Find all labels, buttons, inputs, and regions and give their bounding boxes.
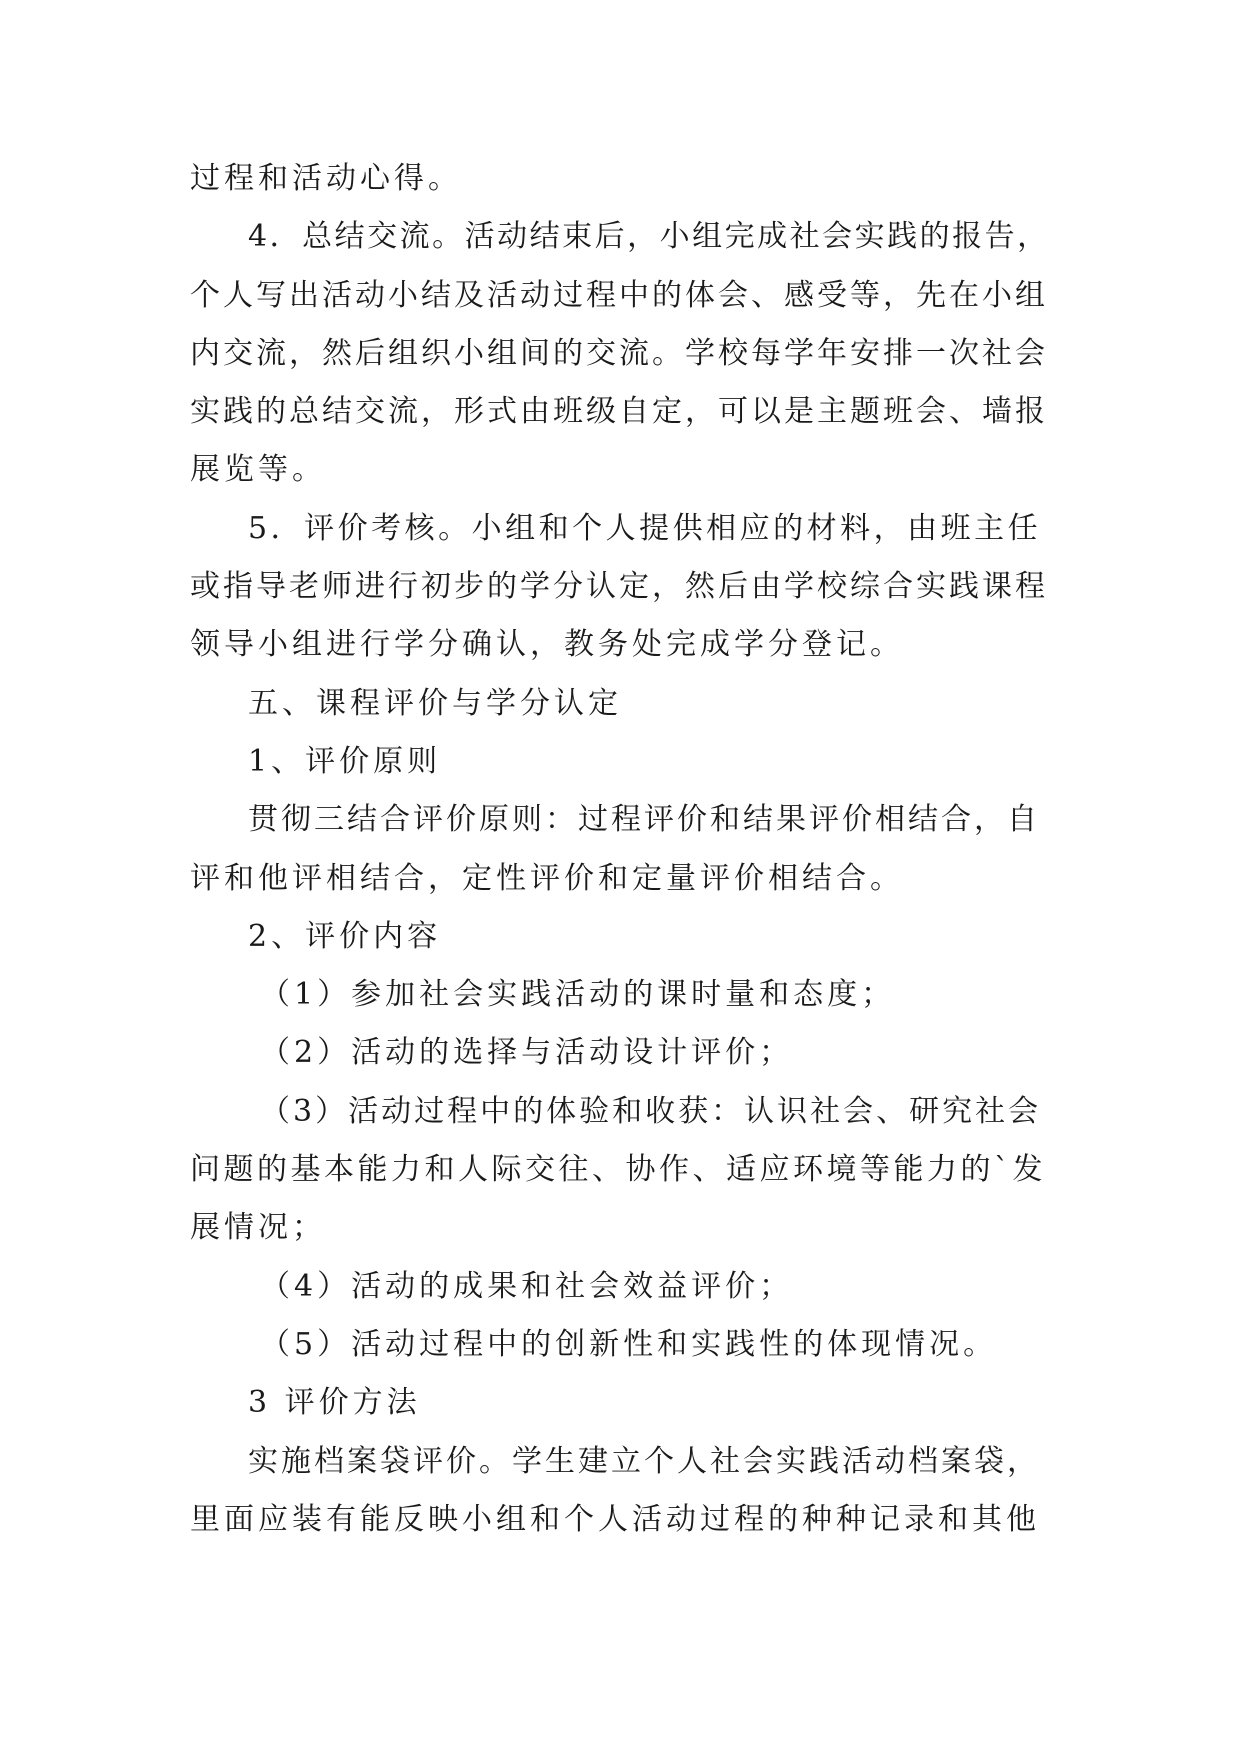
text-line: 领导小组进行学分确认，教务处完成学分登记。 [190,627,904,663]
text-line: 个人写出活动小结及活动过程中的体会、感受等，先在小组 [190,277,1048,313]
list-item: （1）参加社会实践活动的课时量和态度； [260,977,896,1013]
subsection-heading: 2、评价内容 [248,918,442,954]
subsection-heading: 3 评价方法 [248,1385,421,1421]
text-line: 过程和活动心得。 [190,161,462,196]
subsection-heading: 1、评价原则 [248,743,442,779]
text-line: 实施档案袋评价。学生建立个人社会实践活动档案袋， [248,1443,1040,1479]
text-line: 评和他评相结合，定性评价和定量评价相结合。 [190,860,904,896]
text-line: 展情况； [190,1210,326,1246]
text-line: 或指导老师进行初步的学分认定，然后由学校综合实践课程 [190,569,1048,605]
text-line: 内交流，然后组织小组间的交流。学校每学年安排一次社会 [190,335,1048,371]
text-line: 问题的基本能力和人际交往、协作、适应环境等能力的`发 [190,1152,1046,1188]
text-line: 5．评价考核。小组和个人提供相应的材料，由班主任 [248,510,1042,546]
text-line: 展览等。 [190,452,326,488]
text-line: 4．总结交流。活动结束后，小组完成社会实践的报告， [248,219,1050,255]
list-item: （2）活动的选择与活动设计评价； [260,1035,794,1071]
text-line: 里面应装有能反映小组和个人活动过程的种种记录和其他 [190,1501,1040,1537]
text-line: 贯彻三结合评价原则：过程评价和结果评价相结合，自 [248,802,1040,838]
text-line: 实践的总结交流，形式由班级自定，可以是主题班会、墙报 [190,394,1048,430]
list-item: （5）活动过程中的创新性和实践性的体现情况。 [260,1326,998,1362]
body-text [190,150,1050,1549]
section-heading: 五、课程评价与学分认定 [248,685,622,721]
list-item: （3）活动过程中的体验和收获：认识社会、研究社会 [260,1093,1042,1129]
list-item: （4）活动的成果和社会效益评价； [260,1268,794,1304]
